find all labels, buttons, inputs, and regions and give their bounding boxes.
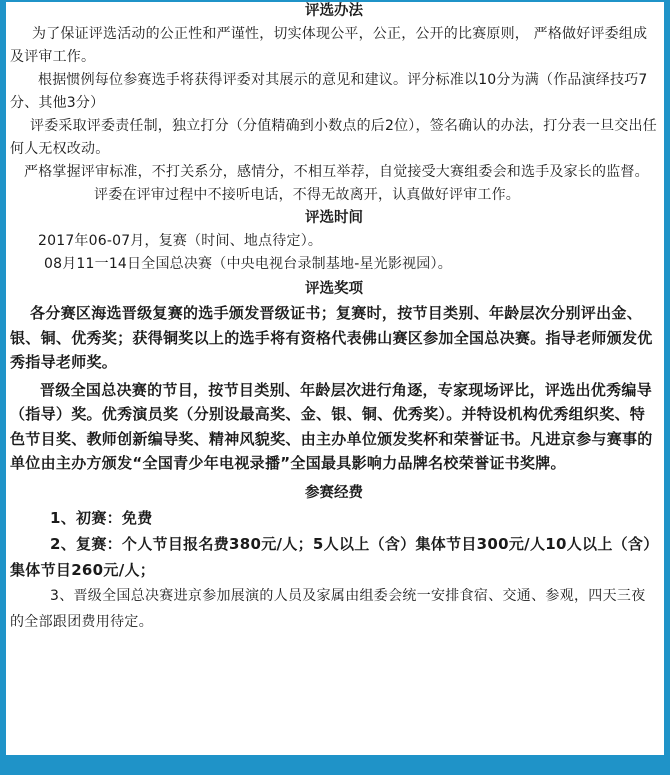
fee-item-semifinal: 2、复赛：个人节目报名费380元/人；5人以上（含）集体节目300元/人10人以上（含）集体节目260元/人； (10, 534, 652, 579)
fee-item-preliminary: 1、初赛：免费 (50, 508, 153, 527)
paragraph-national-awards: 晋级全国总决赛的节目，按节目类别、年龄层次进行角逐，专家现场评比，评选出优秀编导（指导）奖。优秀演员奖（分别设最高奖、金、银、铜、优秀奖）。并特设机构优秀组织奖、特色节目奖、教师创新编导奖、精神风貌奖、由主办单位颁发奖杯和荣誉证书。凡进京参与赛事的单位由主办方颁发“全国青少年电视录播”全国最具影响力品牌名校荣誉证书奖牌。 (10, 380, 653, 472)
section-awards (10, 278, 658, 476)
paragraph-regional-awards: 各分赛区海选晋级复赛的选手颁发晋级证书；复赛时，按节目类别、年龄层次分别评出金、银、铜、优秀奖；获得铜奖以上的选手将有资格代表佛山赛区参加全国总决赛。指导老师颁发优秀指导老师奖。 (10, 304, 653, 371)
section-fees (10, 482, 658, 635)
document-body (10, 0, 658, 635)
paragraph-scoring-standard: 根据惯例每位参赛选手将获得评委对其展示的意见和建议。评分标准以10分为满（作品演绎技巧7分、其他3分） (10, 72, 648, 111)
fee-item-final: 3、晋级全国总决赛进京参加展演的人员及家属由组委会统一安排食宿、交通、参观，四天三夜的全部跟团费用待定。 (10, 587, 646, 630)
paragraph-judge-conduct: 评委在评审过程中不接听电话，不得无故离开，认真做好评审工作。 (94, 187, 520, 203)
section-title-evaluation-time: 评选时间 (305, 210, 363, 226)
section-evaluation-time (10, 207, 658, 276)
section-title-awards: 评选奖项 (305, 281, 363, 297)
paragraph-judge-responsibility: 评委采取评委责任制，独立打分（分值精确到小数点的后2位），签名确认的办法，打分表一旦交出任何人无权改动。 (10, 118, 657, 157)
paragraph-fairness: 为了保证评选活动的公正性和严谨性，切实体现公平，公正，公开的比赛原则， 严格做好评委组成及评审工作。 (10, 26, 648, 65)
section-title-fees: 参赛经费 (305, 484, 363, 501)
section-evaluation-method (10, 0, 658, 207)
paragraph-final-date: 08月11一14日全国总决赛（中央电视台录制基地-星光影视园）。 (44, 256, 452, 272)
paragraph-semifinal-date: 2017年06-07月，复赛（时间、地点待定）。 (38, 233, 323, 249)
paragraph-strict-standards: 严格掌握评审标准，不打关系分，感情分，不相互举荐，自觉接受大赛组委会和选手及家长的监督。 (24, 164, 649, 180)
section-title-evaluation-method: 评选办法 (305, 3, 363, 19)
